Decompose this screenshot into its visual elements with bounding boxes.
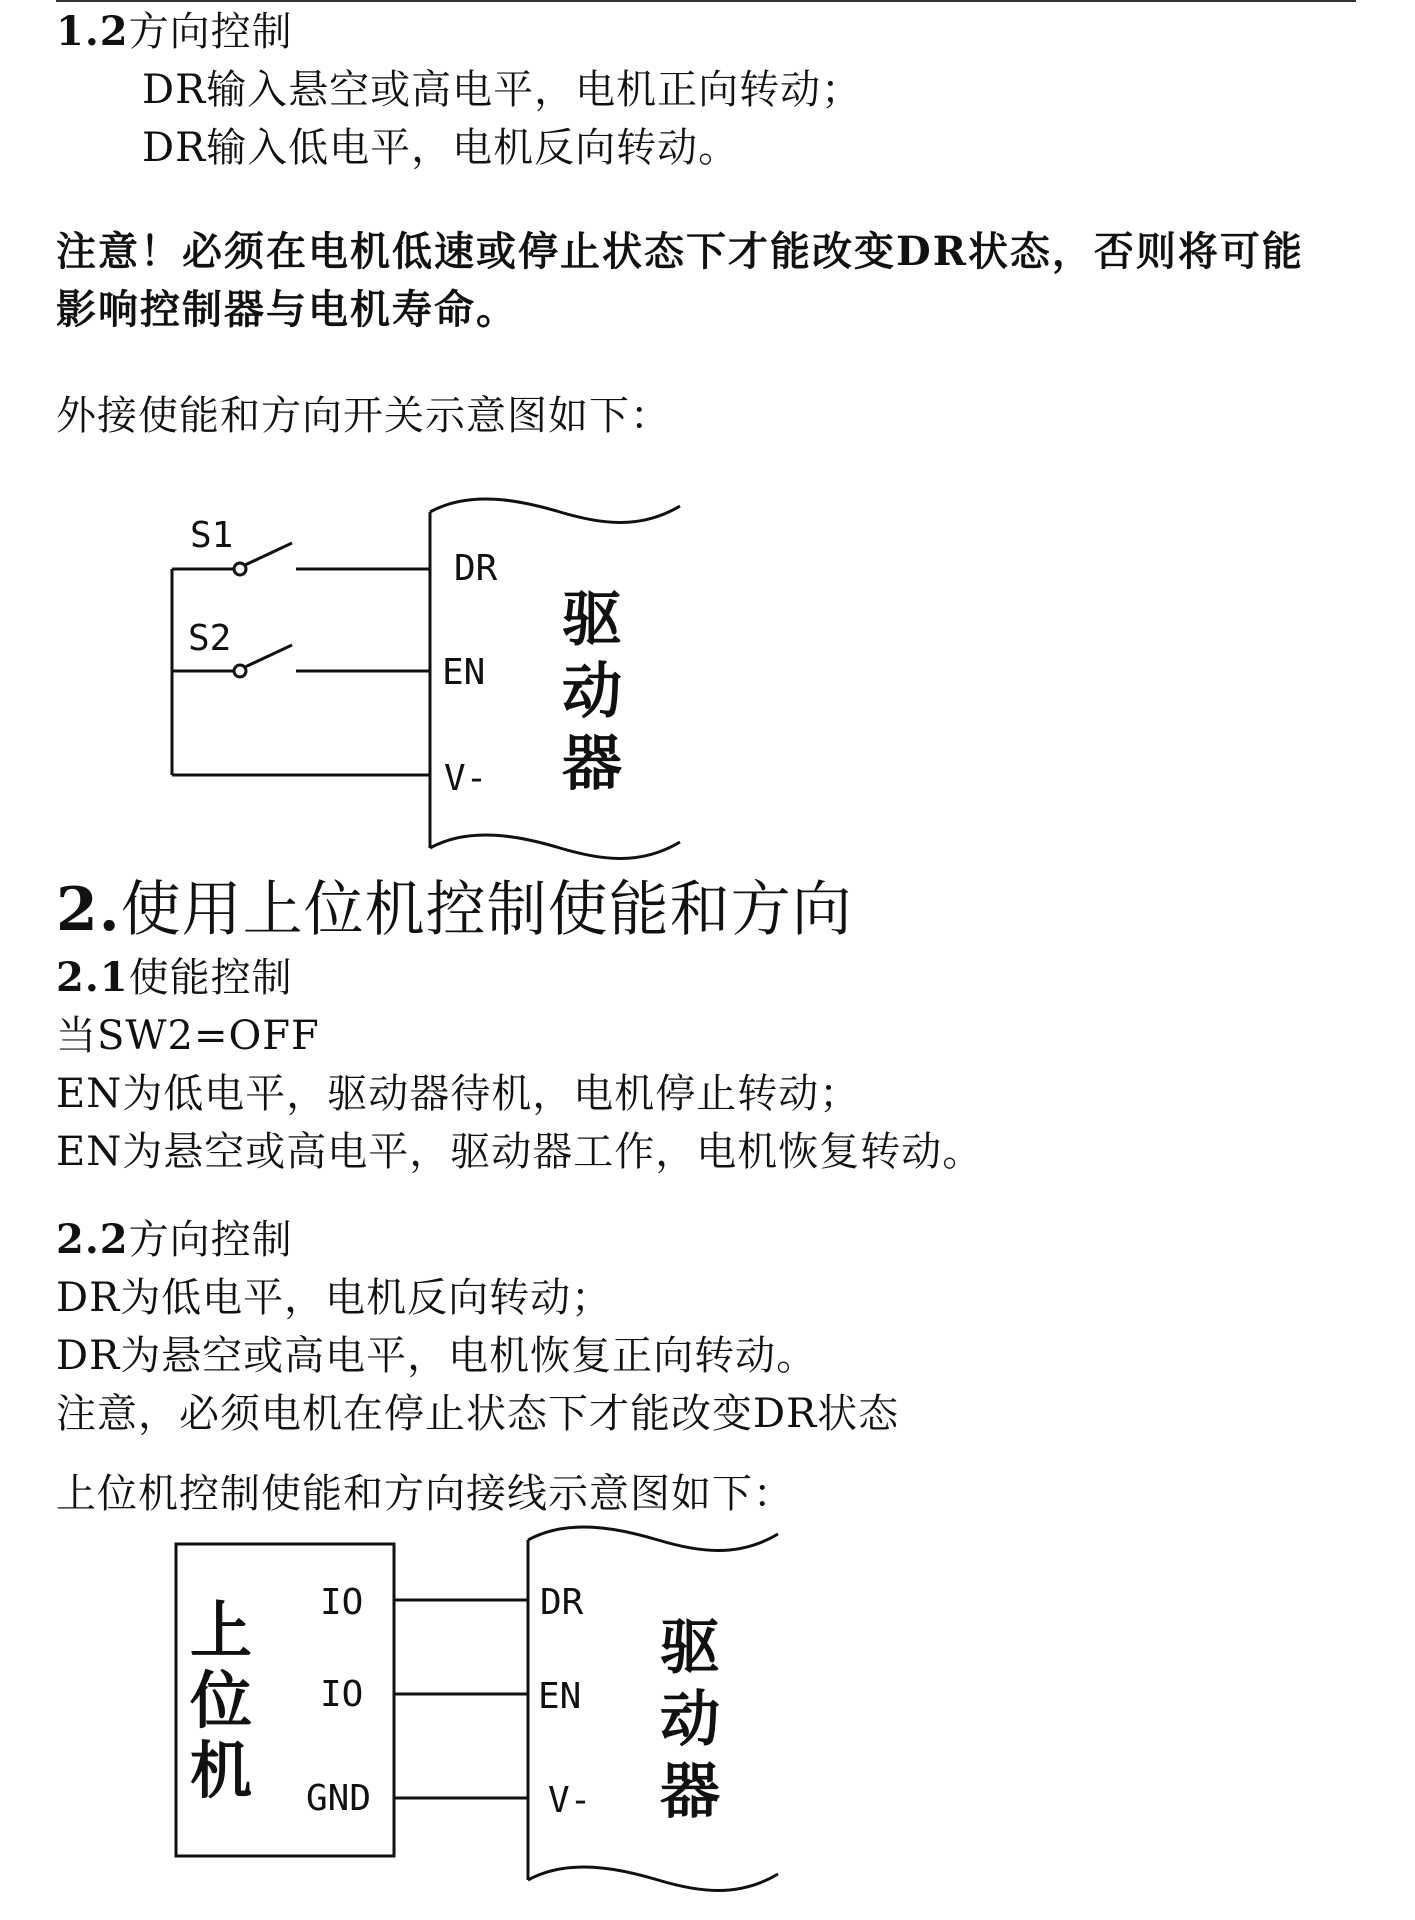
s2-label: S2: [188, 618, 232, 659]
dr-high-line: DR为悬空或高电平，电机恢复正向转动。: [56, 1333, 818, 1379]
section-number: 1.2: [56, 8, 129, 55]
dr-pin-label: DR: [540, 1582, 584, 1623]
section-title: 方向控制: [128, 1217, 293, 1263]
v-minus-pin-label: V-: [444, 758, 488, 799]
figure-2-caption: 上位机控制使能和方向接线示意图如下：: [56, 1471, 794, 1517]
warning-dr: DR: [896, 228, 968, 275]
driver-char-2: 动: [660, 1685, 720, 1755]
en-pin-label: EN: [538, 1676, 582, 1717]
dr-low-line: DR输入低电平，电机反向转动。: [142, 125, 740, 171]
en-low-line: EN为低电平，驱动器待机，电机停止转动；: [56, 1071, 861, 1117]
section-title: 使用上位机控制使能和方向: [120, 875, 853, 945]
section-title: 使能控制: [128, 955, 293, 1001]
section-number: 2.1: [56, 954, 129, 1001]
driver-top-wave: [528, 1527, 778, 1551]
host-char-1: 上: [190, 1594, 253, 1667]
en-pin-label: EN: [442, 652, 486, 693]
dr-note-line: 注意，必须电机在停止状态下才能改变DR状态: [56, 1391, 900, 1437]
driver-bottom-wave: [528, 1867, 778, 1891]
section-number: 2.2: [56, 1216, 129, 1263]
warning-line-2: 影响控制器与电机寿命。: [56, 286, 518, 333]
dr-high-line: DR输入悬空或高电平，电机正向转动；: [142, 67, 863, 113]
driver-char-2: 动: [562, 657, 622, 727]
gnd-label: GND: [306, 1778, 372, 1819]
dr-pin-label: DR: [454, 548, 498, 589]
io2-label: IO: [320, 1674, 364, 1715]
io1-label: IO: [320, 1582, 364, 1623]
en-high-line: EN为悬空或高电平，驱动器工作，电机恢复转动。: [56, 1129, 984, 1175]
host-char-2: 位: [190, 1664, 253, 1737]
driver-char-3: 器: [660, 1757, 720, 1827]
warning-text-pre: 注意！必须在电机低速或停止状态下才能改变: [56, 228, 896, 275]
sw2-off-line: 当SW2=OFF: [56, 1013, 320, 1059]
driver-char-3: 器: [562, 729, 622, 799]
v-minus-pin-label: V-: [548, 1780, 592, 1821]
s1-label: S1: [190, 515, 234, 556]
host-char-3: 机: [190, 1734, 253, 1807]
section-number: 2.: [56, 875, 121, 945]
driver-char-1: 驱: [562, 585, 622, 655]
warning-text-post: 状态，否则将可能: [967, 228, 1304, 275]
section-title: 方向控制: [128, 9, 293, 55]
dr-low-line: DR为低电平，电机反向转动；: [56, 1275, 613, 1321]
driver-char-1: 驱: [660, 1613, 720, 1683]
figure-1-caption: 外接使能和方向开关示意图如下：: [56, 393, 671, 439]
